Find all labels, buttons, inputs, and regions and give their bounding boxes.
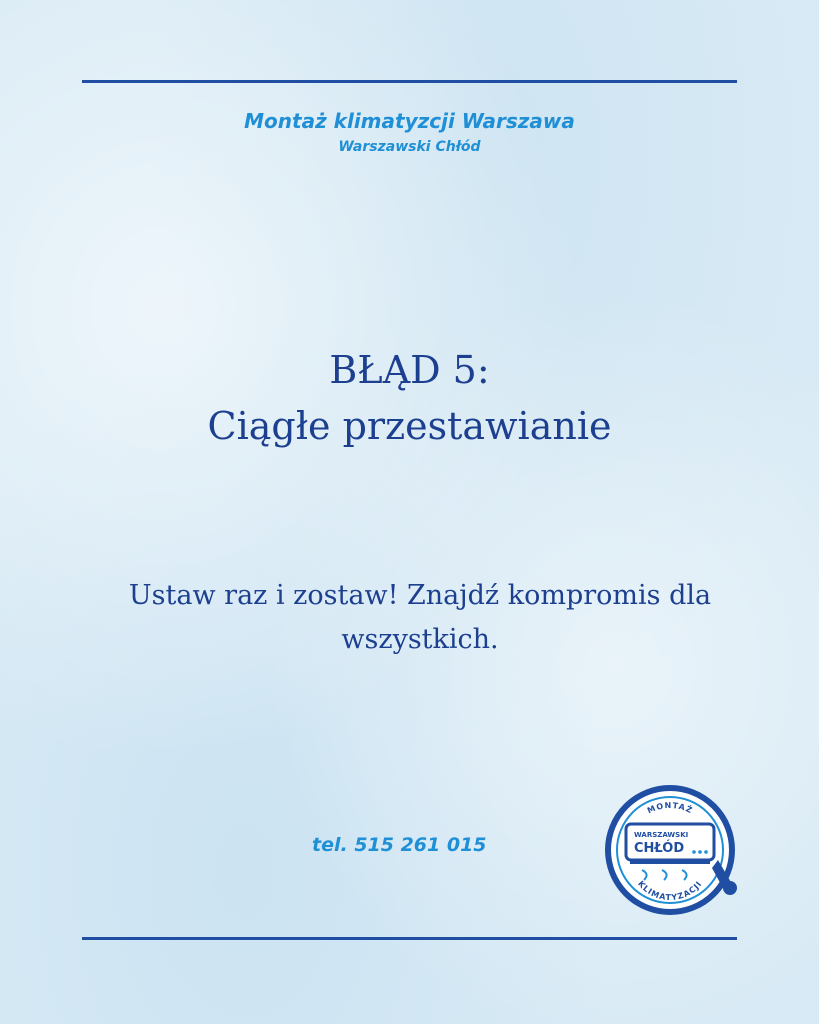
top-divider bbox=[82, 80, 737, 83]
logo-badge-icon bbox=[600, 782, 740, 917]
logo-top-text: MONTAŻ bbox=[645, 800, 695, 816]
headline bbox=[0, 342, 819, 454]
brand-title: Montaż klimatyzcji Warszawa bbox=[244, 109, 575, 133]
headline-line-1: BŁĄD 5: bbox=[329, 348, 490, 392]
logo-brand-line-2: CHŁÓD bbox=[634, 841, 685, 856]
company-logo bbox=[600, 782, 740, 917]
logo-bottom-text: KLIMATYZACJI bbox=[636, 879, 704, 903]
phone-number: tel. 515 261 015 bbox=[312, 834, 487, 856]
logo-brand-line-1: WARSZAWSKI bbox=[634, 831, 689, 839]
brand-subtitle: Warszawski Chłód bbox=[338, 139, 481, 155]
headline-line-2: Ciągłe przestawianie bbox=[207, 404, 612, 448]
tip-text bbox=[80, 574, 760, 662]
tip-line-1: Ustaw raz i zostaw! Znajdź kompromis dla bbox=[128, 580, 712, 611]
tip-line-2: wszystkich. bbox=[341, 624, 499, 655]
bottom-divider bbox=[82, 937, 737, 940]
